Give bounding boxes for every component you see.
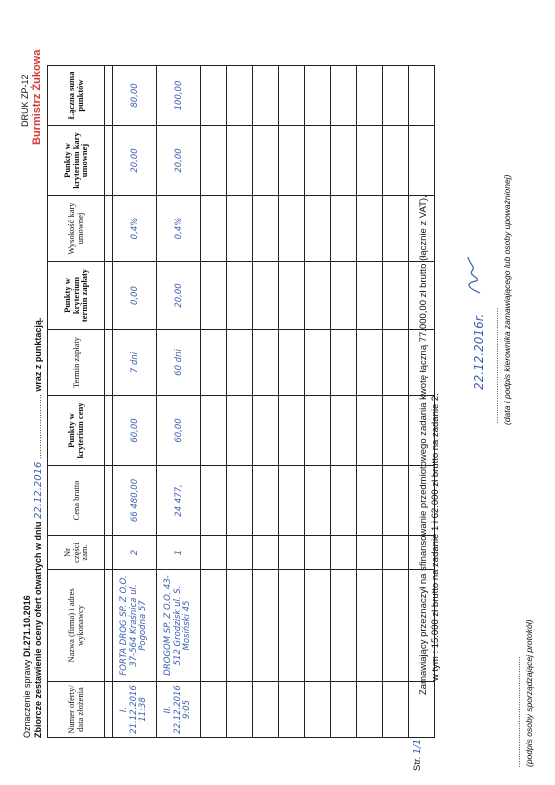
- payment-term-cell: 60 dni: [157, 330, 201, 396]
- col-header: Punkty w kryterium termin zapłaty: [48, 262, 105, 330]
- col-header: Wysokość kary umownej: [48, 196, 105, 262]
- financing-line-2: w tym : 15.000 zł brutto na zadanie 1 i 62.000 zł brutto na zadanie 2.: [430, 393, 441, 681]
- page-value: 1/1: [412, 738, 423, 755]
- col-header: Łączna suma punktów: [48, 66, 105, 126]
- empty-row: [357, 66, 383, 738]
- empty-row: [227, 66, 253, 738]
- right-signature-dots: .................................................: [490, 307, 500, 423]
- penalty-points-cell: 20,00: [113, 126, 157, 196]
- evaluation-table: [47, 65, 435, 738]
- offer-cell: I. 21.12.2016 11:38: [113, 682, 157, 738]
- part-cell: 2: [113, 536, 157, 570]
- page-label: Str.: [412, 756, 423, 771]
- empty-row: [279, 66, 305, 738]
- col-header: Numer oferty/ data złożenia: [48, 682, 105, 738]
- empty-row: [331, 66, 357, 738]
- empty-row: [305, 66, 331, 738]
- case-number: DI.271.10.2016: [22, 595, 32, 657]
- form-code: DRUK ZP-12: [20, 74, 30, 127]
- right-signature-date: 22.12.2016r.: [472, 313, 486, 390]
- col-header: Nr części zam.: [48, 536, 105, 570]
- col-header: Termin zapłaty: [48, 330, 105, 396]
- col-header: Nazwa (firma) i adres wykonawcy: [48, 570, 105, 682]
- penalty-points-cell: 20,00: [157, 126, 201, 196]
- stamp: Burmistrz Żukowa: [31, 49, 43, 145]
- right-signature-caption: (data i podpis kierownika zamawiającego lub osoby upoważnionej): [502, 174, 512, 425]
- title-part2: wraz z punktacją.: [33, 317, 43, 392]
- empty-row: [383, 66, 409, 738]
- col-header: Cena brutto: [48, 466, 105, 536]
- table-row: [157, 66, 201, 738]
- contractor-cell: FORTA DROG SP. Z O.O. 37-564 Kraśnica ul. Pogodna 57: [113, 570, 157, 682]
- empty-row: [253, 66, 279, 738]
- price-cell: 66 480,00: [113, 466, 157, 536]
- table-subheader-row: [105, 66, 113, 738]
- title-date: 22.12.2016: [33, 461, 44, 519]
- total-cell: 100,00: [157, 66, 201, 126]
- contractor-cell: DROGOM SP. Z O.O. 43-512 Grodzisk ul. S. Mosiński 45: [157, 570, 201, 682]
- document-title: [33, 318, 44, 738]
- left-signature-caption: (podpis osoby sporządzającej protokół): [524, 619, 534, 767]
- title-dots: ..........................: [33, 394, 43, 460]
- payment-points-cell: 20,00: [157, 262, 201, 330]
- part-cell: 1: [157, 536, 201, 570]
- table-header-row: [48, 66, 105, 738]
- price-points-cell: 60,00: [157, 396, 201, 466]
- payment-term-cell: 7 dni: [113, 330, 157, 396]
- col-header: Punkty w kryterium ceny: [48, 396, 105, 466]
- penalty-cell: 0,4%: [113, 196, 157, 262]
- table-row: [113, 66, 157, 738]
- price-points-cell: 60,00: [113, 396, 157, 466]
- handwritten-signature: [462, 255, 489, 295]
- col-header: Punkty w kryterium kary umownej: [48, 126, 105, 196]
- offer-cell: II. 22.12.2016 9:05: [157, 682, 201, 738]
- case-reference: [22, 595, 32, 738]
- payment-points-cell: 0,00: [113, 262, 157, 330]
- signature-scribble: [462, 255, 484, 295]
- total-cell: 80,00: [113, 66, 157, 126]
- title-part1: Zbiorcze zestawienie oceny ofert otwartych w dniu: [33, 521, 43, 738]
- case-prefix: Oznaczenie sprawy: [22, 659, 32, 738]
- page-number: [412, 739, 423, 771]
- penalty-cell: 0,4%: [157, 196, 201, 262]
- empty-row: [201, 66, 227, 738]
- left-signature-dots: ...............................................: [512, 656, 522, 767]
- price-cell: 24 477,: [157, 466, 201, 536]
- financing-line-1: Zamawiający przeznaczył na sfinansowanie przedmiotowego zadania kwotę łączną 77.000,00 zł brutto (łącznie z VAT),: [418, 195, 429, 695]
